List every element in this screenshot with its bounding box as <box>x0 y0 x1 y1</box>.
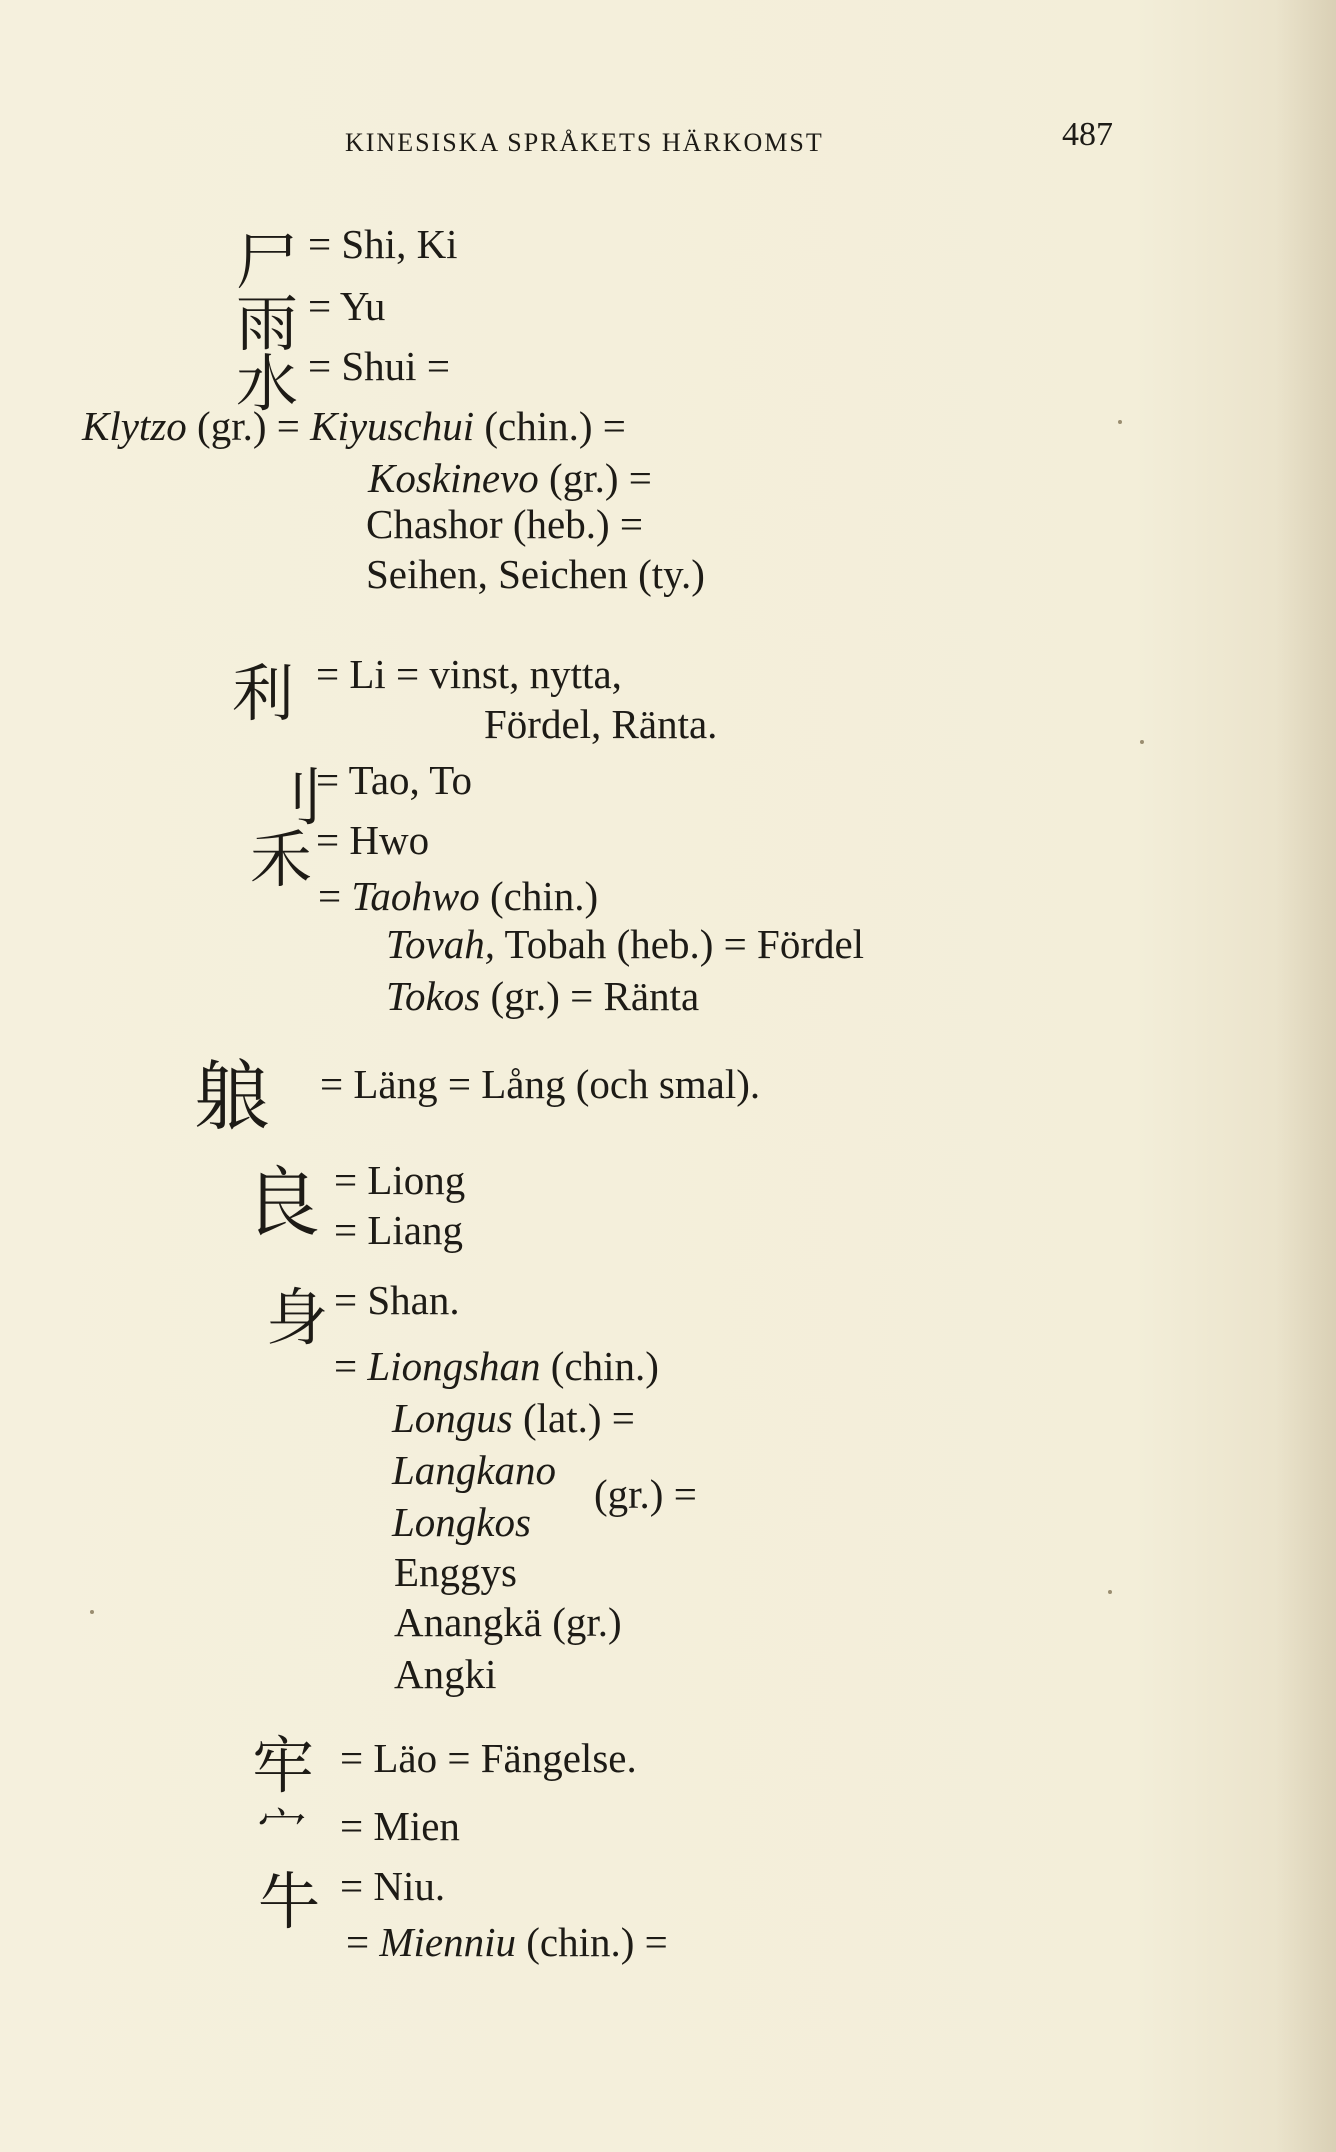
word-longkos: Longkos <box>392 1499 531 1545</box>
line-shi: = Shi, Ki <box>308 221 458 267</box>
text-gr-eq: (gr.) = <box>197 403 311 449</box>
line-lao: = Läo = Fängelse. <box>340 1735 637 1781</box>
line-liong: = Liong <box>334 1157 466 1203</box>
line-mien: = Mien <box>340 1803 460 1849</box>
word-kiyuschui: Kiyuschui <box>310 403 475 449</box>
line-seihen: Seihen, Seichen (ty.) <box>366 551 705 597</box>
text-taohwo-after: (chin.) <box>479 873 599 919</box>
glyph-yu: 雨 <box>236 287 299 360</box>
word-koskinevo: Koskinevo <box>368 455 539 501</box>
glyph-shan: 身 <box>266 1281 329 1354</box>
text-longus-after: (lat.) = <box>512 1395 635 1441</box>
glyph-shui: 水 <box>236 347 299 420</box>
running-header: KINESISKA SPRÅKETS HÄRKOMST <box>345 128 824 157</box>
text-liongshan-after: (chin.) <box>540 1343 659 1389</box>
line-hwo: = Hwo <box>316 817 430 863</box>
print-speck <box>90 1610 94 1614</box>
word-taohwo: Taohwo <box>351 873 480 919</box>
word-longus: Longus <box>392 1395 513 1441</box>
line-anangka: Anangkä (gr.) <box>394 1599 622 1645</box>
page-edge-shadow <box>1276 0 1336 2152</box>
glyph-li: 利 <box>232 657 295 730</box>
line-liang: = Liang <box>334 1207 464 1253</box>
word-klytzo: Klytzo <box>82 403 187 449</box>
print-speck <box>1140 740 1144 744</box>
glyph-liong: 良 <box>244 1158 320 1247</box>
line-fordel-ranta: Fördel, Ränta. <box>484 701 718 747</box>
glyph-niu: 牛 <box>258 1865 321 1938</box>
print-speck <box>1118 420 1122 424</box>
glyph-hwo: 禾 <box>250 823 313 896</box>
text-tokos-after: (gr.) = Ränta <box>480 973 700 1019</box>
line-tokos <box>386 972 699 1020</box>
text-mienniu-after: (chin.) = <box>516 1919 668 1965</box>
word-mienniu: Mienniu <box>379 1919 517 1965</box>
word-tokos: Tokos <box>386 973 481 1019</box>
line-longus <box>392 1394 635 1442</box>
page-number: 487 <box>1062 116 1113 153</box>
line-tao: = Tao, To <box>316 757 472 803</box>
line-shan: = Shan. <box>334 1277 460 1323</box>
text-liongshan-pre: = <box>334 1343 368 1389</box>
line-li: = Li = vinst, nytta, <box>316 651 622 697</box>
text-taohwo-pre: = <box>318 873 352 919</box>
text-mienniu-pre: = <box>346 1919 380 1965</box>
glyph-mien: 宀 <box>258 1801 307 1857</box>
text-gr-brace: (gr.) = <box>594 1471 697 1517</box>
print-speck <box>1108 1590 1112 1594</box>
word-liongshan: Liongshan <box>367 1343 541 1389</box>
text-koskinevo-after: (gr.) = <box>538 455 652 501</box>
line-enggys: Enggys <box>394 1549 517 1595</box>
glyph-shi: 尸 <box>236 225 299 298</box>
glyph-lao: 牢 <box>252 1729 315 1802</box>
line-mienniu <box>346 1918 668 1966</box>
word-tovah: Tovah, <box>386 921 495 967</box>
line-chashor: Chashor (heb.) = <box>366 501 644 547</box>
line-koskinevo <box>368 454 652 502</box>
glyph-tao: 刂 <box>262 761 325 834</box>
line-tovah <box>386 920 864 968</box>
line-niu: = Niu. <box>340 1863 446 1909</box>
line-angki: Angki <box>394 1651 497 1697</box>
word-langkano: Langkano <box>392 1447 556 1493</box>
line-klytzo <box>82 402 626 450</box>
text-tovah-after: Tobah (heb.) = Fördel <box>495 921 865 967</box>
line-lang: = Läng = Lång (och smal). <box>320 1061 761 1107</box>
text-chin-eq: (chin.) = <box>474 403 626 449</box>
line-shui: = Shui = <box>308 343 450 389</box>
line-liongshan <box>334 1342 659 1390</box>
glyph-lang: 躴 <box>194 1052 270 1141</box>
line-yu: = Yu <box>308 283 386 329</box>
line-taohwo <box>318 872 598 920</box>
